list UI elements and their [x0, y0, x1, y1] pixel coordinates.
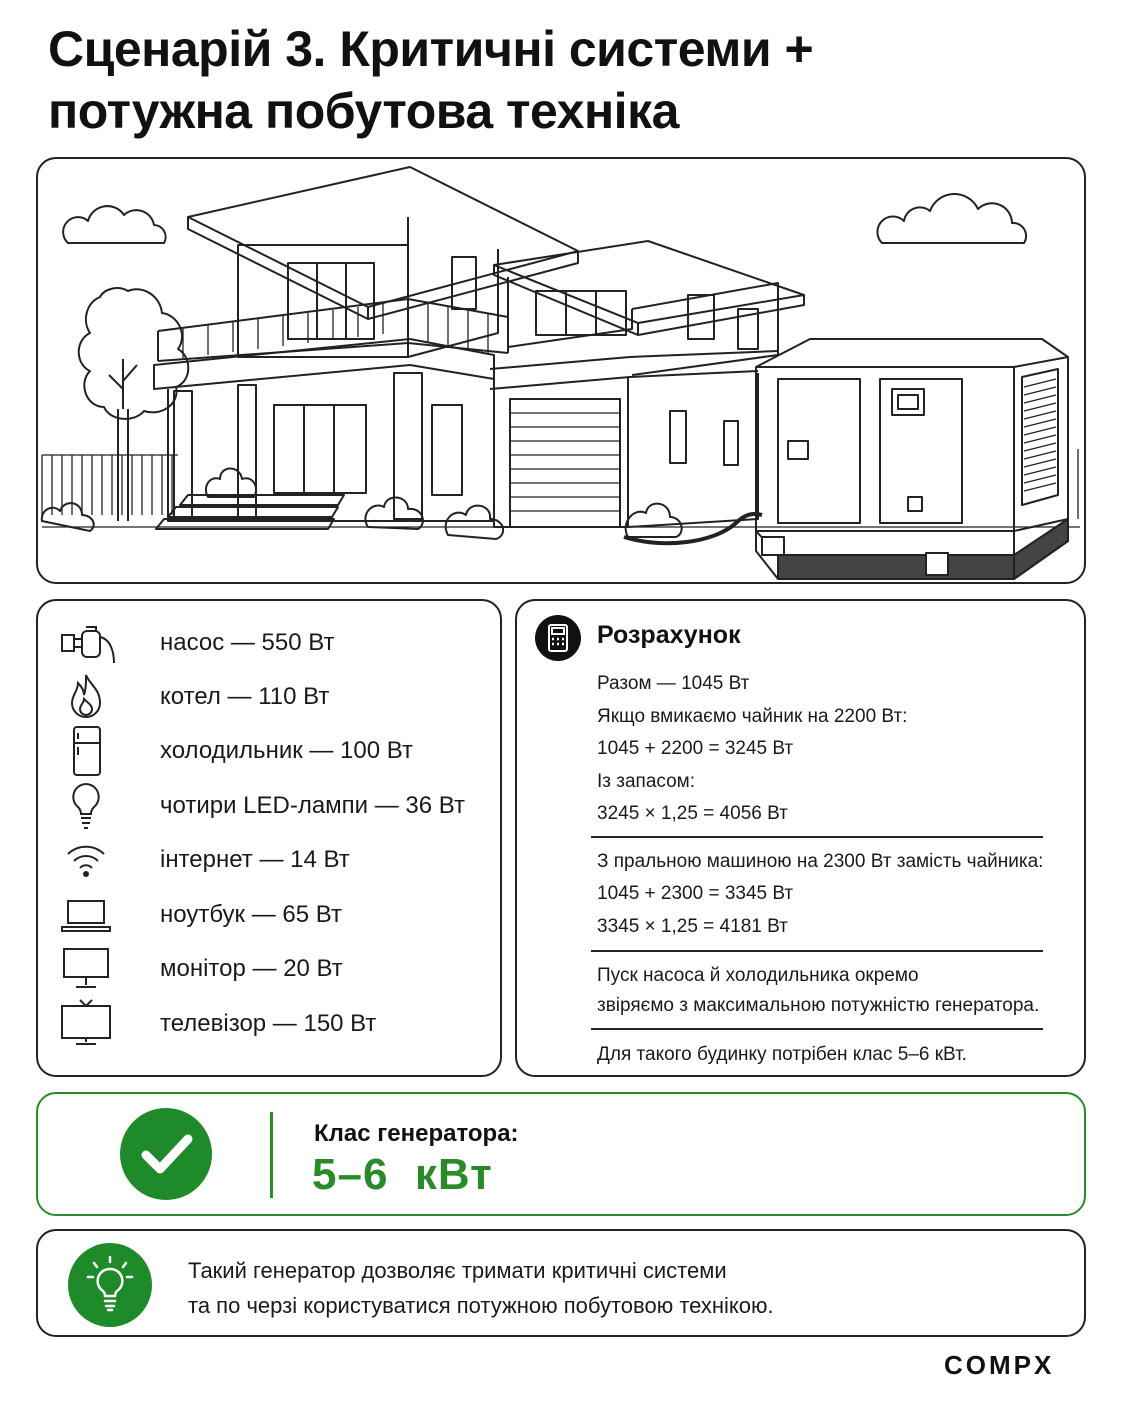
load-text: телевізор — 150 Вт	[160, 1010, 377, 1037]
calc-line: 1045 + 2300 = 3345 Вт	[597, 883, 794, 904]
calc-line: Якщо вмикаємо чайник на 2200 Вт:	[597, 706, 908, 727]
calc-line: Із запасом:	[597, 771, 696, 792]
note-line: та по черзі користуватися потужною побутовою технікою.	[188, 1293, 774, 1318]
ground-window	[274, 405, 366, 493]
load-item-led	[38, 780, 498, 832]
calculation-panel	[515, 599, 1086, 1077]
cloud-left-icon	[63, 206, 165, 243]
divider	[591, 1028, 1043, 1030]
tv-icon	[56, 998, 116, 1050]
calc-line: Разом — 1045 Вт	[597, 673, 750, 694]
generator-class-result	[36, 1092, 1086, 1216]
cloud-right-icon	[877, 194, 1026, 243]
checkmark-icon	[120, 1108, 212, 1200]
calc-line: Пуск насоса й холодильника окремо	[597, 965, 919, 986]
page-title	[48, 18, 1048, 142]
load-text: холодильник — 100 Вт	[160, 737, 413, 764]
load-item-fridge	[38, 725, 498, 777]
bush	[206, 469, 256, 498]
house-generator-drawing	[38, 159, 1084, 582]
load-item-monitor	[38, 943, 498, 995]
load-text: ноутбук — 65 Вт	[160, 901, 342, 928]
note-line: Такий генератор дозволяє тримати критичні системи	[188, 1258, 727, 1283]
laptop-icon	[56, 889, 116, 941]
upper-floor	[238, 245, 408, 357]
house-generator-illustration	[36, 157, 1086, 584]
calc-line: Для такого будинку потрібен клас 5–6 кВт.	[597, 1044, 967, 1065]
lightbulb-icon	[56, 780, 116, 832]
front-steps	[156, 495, 344, 529]
divider	[591, 836, 1043, 838]
load-item-tv	[38, 998, 498, 1050]
front-door	[432, 405, 462, 495]
fridge-icon	[56, 725, 116, 777]
load-item-laptop	[38, 889, 498, 941]
calc-line: звіряємо з максимальною потужністю генератора.	[597, 995, 1040, 1016]
load-item-internet	[38, 834, 498, 886]
calc-line: 1045 + 2200 = 3245 Вт	[597, 738, 794, 759]
bush	[626, 504, 682, 537]
page-title-line-2: потужна побутова техніка	[48, 83, 679, 139]
pump-icon	[56, 617, 116, 669]
monitor-icon	[56, 943, 116, 995]
calc-line: 3245 × 1,25 = 4056 Вт	[597, 803, 788, 824]
result-value: 5–6 кВт	[312, 1150, 493, 1199]
calc-line: З пральною машиною на 2300 Вт замість чайника:	[597, 851, 1044, 872]
calculator-icon	[535, 615, 581, 661]
calc-title: Розрахунок	[597, 621, 741, 649]
load-item-pump	[38, 617, 498, 669]
conclusion-note	[36, 1229, 1086, 1337]
vertical-divider	[270, 1112, 273, 1198]
load-text: інтернет — 14 Вт	[160, 846, 350, 873]
load-text: котел — 110 Вт	[160, 683, 330, 710]
flame-icon	[56, 671, 116, 723]
brand-logo: COMPX	[944, 1350, 1055, 1380]
appliance-loads-panel	[36, 599, 502, 1077]
load-text: чотири LED-лампи — 36 Вт	[160, 792, 465, 819]
ground-floor	[168, 379, 494, 521]
calc-line: 3345 × 1,25 = 4181 Вт	[597, 916, 788, 937]
load-item-boiler	[38, 671, 498, 723]
lightbulb-idea-icon	[68, 1243, 152, 1327]
result-label: Клас генератора:	[314, 1120, 519, 1147]
wifi-icon	[56, 834, 116, 886]
power-cable	[624, 514, 762, 543]
generator-icon	[756, 339, 1068, 579]
page-title-line-1: Сценарій 3. Критичні системи +	[48, 21, 814, 77]
load-text: насос — 550 Вт	[160, 629, 335, 656]
divider	[591, 950, 1043, 952]
load-text: монітор — 20 Вт	[160, 955, 343, 982]
garage-door	[510, 399, 620, 527]
